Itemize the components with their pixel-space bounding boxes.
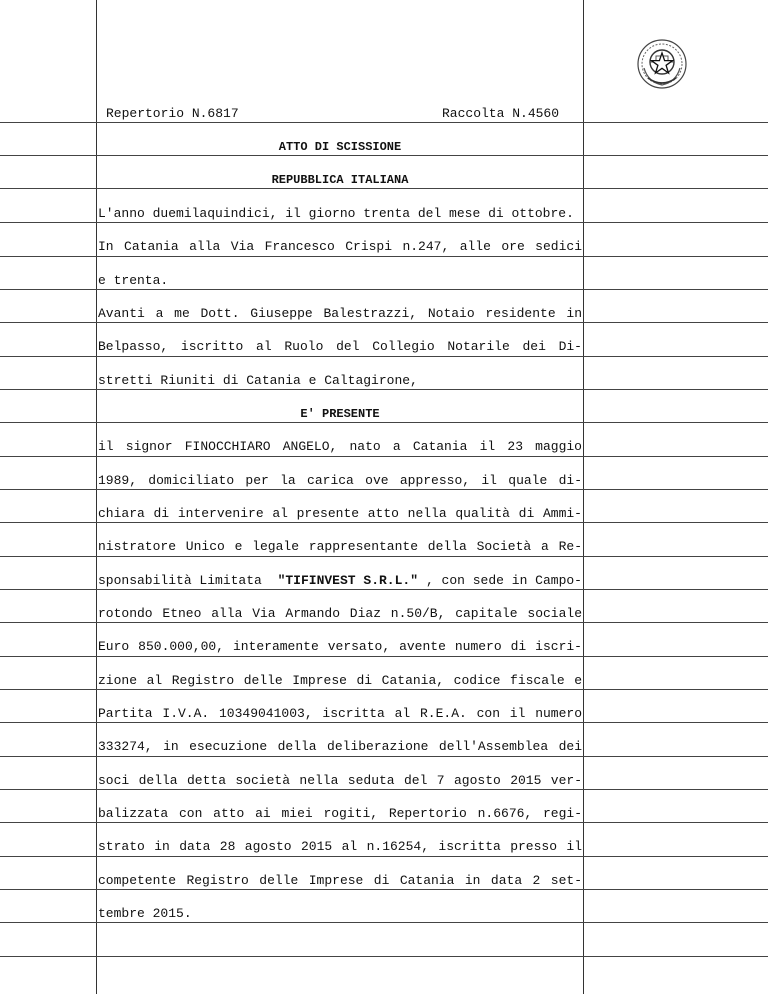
ruled-line <box>0 322 768 323</box>
italian-republic-emblem-icon <box>636 38 688 90</box>
text-line: 333274, in esecuzione della deliberazione dell'Assemblea dei <box>98 739 582 754</box>
repertorio-number: Repertorio N.6817 <box>106 106 239 121</box>
ruled-line <box>0 956 768 957</box>
ruled-line <box>0 456 768 457</box>
text-line: tembre 2015. <box>98 906 192 921</box>
company-line-after: , con sede in Campo- <box>425 573 582 588</box>
text-line: strato in data 28 agosto 2015 al n.16254, iscritta presso il <box>98 839 582 854</box>
ruled-line <box>0 756 768 757</box>
ruled-line <box>0 589 768 590</box>
text-line: 1989, domiciliato per la carica ove appresso, il quale di- <box>98 473 582 488</box>
text-line: e trenta. <box>98 273 169 288</box>
ruled-line <box>0 789 768 790</box>
ruled-line <box>0 889 768 890</box>
ruled-line <box>0 356 768 357</box>
ruled-line <box>0 689 768 690</box>
ruled-line <box>0 222 768 223</box>
ruled-line <box>0 188 768 189</box>
text-line: L'anno duemilaquindici, il giorno trenta del mese di ottobre. <box>98 206 574 221</box>
text-line: Partita I.V.A. 10349041003, iscritta al R.E.A. con il numero <box>98 706 582 721</box>
presente-heading: E' PRESENTE <box>300 407 380 421</box>
text-line: In Catania alla Via Francesco Crispi n.247, alle ore sedici <box>98 239 582 254</box>
text-line: chiara di intervenire al presente atto nella qualità di Ammi- <box>98 506 582 521</box>
ruled-line <box>0 522 768 523</box>
ruled-line <box>0 856 768 857</box>
ruled-line <box>0 822 768 823</box>
text-line: soci della detta società nella seduta del 7 agosto 2015 ver- <box>98 773 582 788</box>
left-margin-rule <box>96 0 97 994</box>
ruled-line <box>0 422 768 423</box>
ruled-line <box>0 489 768 490</box>
text-line: zione al Registro delle Imprese di Catania, codice fiscale e <box>98 673 582 688</box>
ruled-line <box>0 256 768 257</box>
company-line <box>98 573 582 589</box>
ruled-line <box>0 556 768 557</box>
ruled-line <box>0 722 768 723</box>
ruled-line <box>0 389 768 390</box>
ruled-line <box>0 155 768 156</box>
text-line: nistratore Unico e legale rappresentante della Società a Re- <box>98 539 582 554</box>
text-line: Euro 850.000,00, interamente versato, avente numero di iscri- <box>98 639 582 654</box>
ruled-line <box>0 122 768 123</box>
text-line: Belpasso, iscritto al Ruolo del Collegio Notarile dei Di- <box>98 339 582 354</box>
text-line: balizzata con atto ai miei rogiti, Repertorio n.6676, regi- <box>98 806 582 821</box>
ruled-line <box>0 622 768 623</box>
text-line: competente Registro delle Imprese di Catania in data 2 set- <box>98 873 582 888</box>
company-line-before: sponsabilità Limitata <box>98 573 270 588</box>
text-line: il signor FINOCCHIARO ANGELO, nato a Catania il 23 maggio <box>98 439 582 454</box>
ruled-line <box>0 922 768 923</box>
ruled-line <box>0 289 768 290</box>
ruled-line <box>0 656 768 657</box>
company-name: "TIFINVEST S.R.L." <box>277 573 419 588</box>
text-line: stretti Riuniti di Catania e Caltagirone, <box>98 373 418 388</box>
document-subtitle: REPUBBLICA ITALIANA <box>271 173 409 187</box>
document-title: ATTO DI SCISSIONE <box>278 140 402 154</box>
text-line: Avanti a me Dott. Giuseppe Balestrazzi, Notaio residente in <box>98 306 582 321</box>
right-margin-rule <box>583 0 584 994</box>
text-line: rotondo Etneo alla Via Armando Diaz n.50/B, capitale sociale <box>98 606 582 621</box>
raccolta-number: Raccolta N.4560 <box>442 106 560 121</box>
